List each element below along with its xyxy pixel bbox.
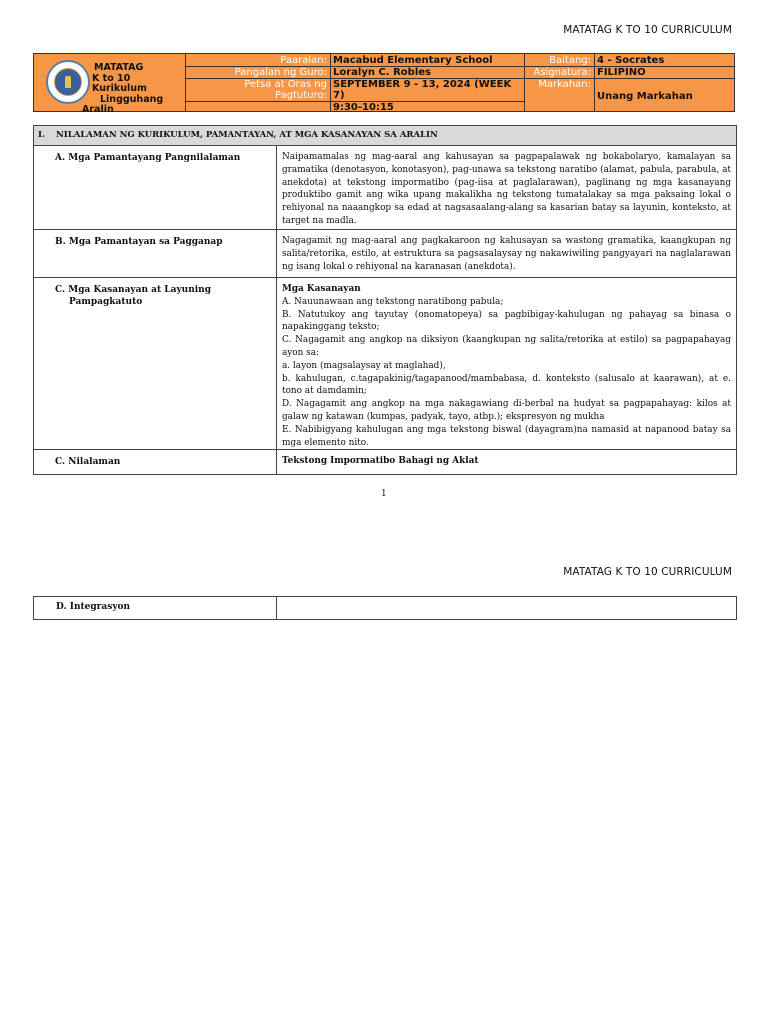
oras-value: 9:30-10:15: [333, 102, 394, 113]
kasanayan-item: B. Natutukoy ang tayutay (onomatopeya) sa pagbibigay-kahulugan ng pahayag sa binasa o napakinggang teksto;: [282, 309, 731, 333]
petsa-value-1: SEPTEMBER 9 - 13, 2024 (WEEK: [333, 79, 512, 90]
kasanayan-item: D. Nagagamit ang angkop na mga nakagawiang di-berbal na hudyat sa pagpapahayag: kilos at galaw ng katawan (kumpas, padyak, tayo, atbp.); ekspresyon ng mukha: [282, 399, 731, 422]
row-a-label: A. Mga Pamantayang Pangnilalaman: [55, 153, 241, 163]
section-title: NILALAMAN NG KURIKULUM, PAMANTAYAN, AT MGA KASANAYAN SA ARALIN: [56, 130, 438, 140]
petsa-label-1: Petsa at Oras ng: [244, 79, 327, 90]
row-d-text: Tekstong Impormatibo Bahagi ng Aklat: [282, 456, 479, 466]
logo-line-4: Aralin: [82, 104, 114, 115]
logo-cell: [34, 54, 186, 115]
guro-label: Pangalan ng Guro:: [234, 67, 327, 78]
baitang-value: 4 - Socrates: [597, 55, 665, 66]
markahan-value: Unang Markahan: [597, 91, 693, 102]
row-c-content: [282, 283, 731, 449]
deped-seal-icon: [46, 60, 90, 104]
row-b-text: Nagagamit ng mag-aaral ang pagkakaroon ng kahusayan sa wastong gramatika, kaangkupan ng salita/retorika, estilo, at estruktura sa pagsasalaysay ng nakawiwiling pangyayari na naglalarawan ng isang lokal o rehiyonal na karanasan (anekdota).: [282, 236, 731, 272]
row-pamantayan-pagganap: [34, 230, 736, 278]
row-c-label-1: C. Mga Kasanayan at Layuning: [55, 285, 212, 295]
header-table: [33, 53, 735, 115]
content-table: [33, 125, 737, 475]
kasanayan-item: C. Nagagamit ang angkop na diksiyon (kaangkupan ng salita/retorika at estilo) sa pagpapahayag ayon sa:: [282, 335, 731, 358]
row-c-label: [55, 284, 260, 308]
paaralan-value: Macabud Elementary School: [333, 55, 493, 66]
petsa-value-2: 7): [333, 90, 345, 101]
row-b-label: B. Mga Pamantayan sa Pagganap: [55, 237, 223, 247]
logo-line-1: MATATAG: [94, 62, 144, 73]
section-number: I.: [38, 130, 45, 140]
row-a-text: Naipamamalas ng mag-aaral ang kahusayan sa pagpapalawak ng bokabolaryo, kamalayan sa gramatika (denotasyon, konotasyon), pag-unawa sa tekstong naratibo (alamat, pabula, parabula, at anekdota) at tekstong impormatibo (pag-iisa at paglalarawan), paglinang ng mga kasanayang produktibo gamit ang wika upang makalikha ng tekstong tumatalakay sa mga paksaing lokal o rehiyonal na naaangkop sa edad at nagsasaalang-alang sa kasarian batay sa layunin, konteksto, at target na madla.: [282, 152, 731, 226]
kasanayan-item: E. Nabibigyang kahulugan ang mga tekstong biswal (dayagram)na namasid at napanood batay sa mga elemento nito.: [282, 424, 731, 448]
page-number: 1: [381, 489, 387, 499]
kasanayan-heading: Mga Kasanayan: [282, 284, 361, 294]
kasanayan-item: b. kahulugan, c.tagapakinig/tagapanood/mambabasa, d. konteksto (salusalo at kaarawan), at e. tono at damdamin;: [282, 373, 731, 397]
logo-line-3: Lingguhang: [100, 93, 164, 105]
paaralan-label: Paaralan:: [280, 55, 327, 66]
kasanayan-item: A. Nauunawaan ang tekstong naratibong pabula;: [282, 296, 504, 307]
markahan-label: Markahan:: [538, 79, 591, 90]
curriculum-header-page-2: MATATAG K TO 10 CURRICULUM: [563, 566, 732, 578]
section-header: [34, 126, 736, 146]
petsa-value: [333, 79, 511, 101]
curriculum-header: MATATAG K TO 10 CURRICULUM: [563, 24, 732, 36]
logo-text: [82, 62, 185, 116]
row-c-label-2: Pampagkatuto: [69, 297, 143, 307]
row-nilalaman: [34, 450, 736, 474]
row-kasanayan: [34, 278, 736, 450]
guro-value: Loralyn C. Robles: [333, 67, 431, 78]
kasanayan-item: a. layon (magsalaysay at maglahad),: [282, 360, 446, 371]
row-pamantayang-pangnilalaman: [34, 146, 736, 230]
integrasyon-label: D. Integrasyon: [56, 602, 131, 612]
asignatura-value: FILIPINO: [597, 67, 646, 78]
asignatura-label: Asignatura:: [533, 67, 591, 78]
petsa-label: [186, 79, 327, 101]
row-d-label: C. Nilalaman: [55, 457, 121, 467]
petsa-label-2: Pagtuturo:: [275, 90, 327, 101]
baitang-label: Baitang:: [549, 55, 591, 66]
logo-line-2: K to 10 Kurikulum: [92, 72, 147, 94]
integrasyon-table: [33, 596, 737, 620]
